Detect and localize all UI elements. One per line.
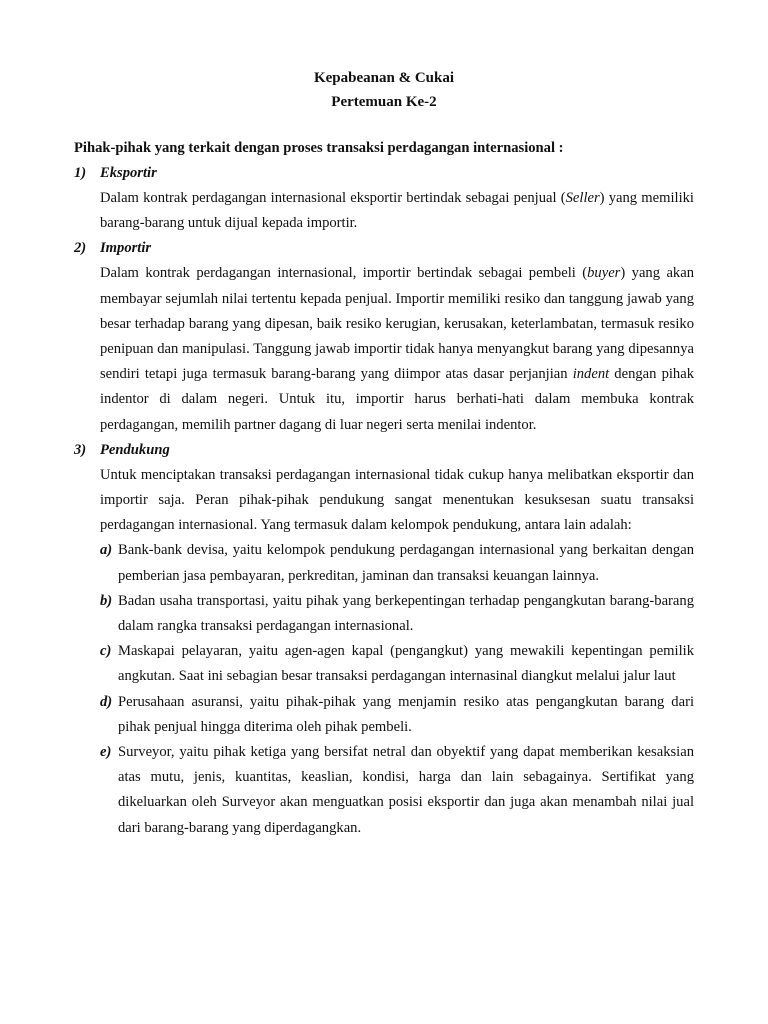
emphasis-text: buyer <box>587 265 621 282</box>
sub-item-e <box>100 740 694 841</box>
sub-item-text: Surveyor, yaitu pihak ketiga yang bersifat netral dan obyektif yang dapat memberikan kesaksian atas mutu, jenis, kuantitas, keaslian, kondisi, harga dan lain sebagainya. Sertifikat yang dikeluarkan oleh Surveyor akan menguatkan posisi eksportir dan juga akan menambah nilai jual dari barang-barang yang diperdagangkan. <box>118 744 694 836</box>
emphasis-text: Seller <box>565 190 600 206</box>
list-item-pendukung <box>74 438 694 463</box>
sub-item-d <box>100 690 694 740</box>
sub-item-text: Badan usaha transportasi, yaitu pihak yang berkepentingan terhadap pengangkutan barang-barang dalam rangka transaksi perdagangan internasional. <box>118 592 694 635</box>
sub-item-c <box>100 639 694 689</box>
paragraph-pendukung: Untuk menciptakan transaksi perdagangan internasional tidak cukup hanya melibatkan eksportir dan importir saja. Peran pihak-pihak pendukung sangat menentukan kesuksesan suatu transaksi perdagangan internasional. Yang termasuk dalam kelompok pendukung, antara lain adalah: <box>100 466 694 534</box>
paragraph-text: Dalam kontrak perdagangan internasional, importir bertindak sebagai pembeli ( <box>100 265 588 282</box>
sub-item-text: Perusahaan asuransi, yaitu pihak-pihak yang menjamin resiko atas pengangkutan barang dari pihak penjual hingga diterima oleh pihak pembeli. <box>118 693 694 735</box>
paragraph-text: ) yang memiliki barang-barang untuk dijual kepada importir. <box>100 190 694 232</box>
document-page <box>74 66 694 841</box>
document-title: Kepabeanan & Cukai <box>313 70 455 86</box>
list-item-eksportir <box>74 161 694 186</box>
sub-item-letter: c) <box>100 643 112 660</box>
paragraph-text: ) yang akan membayar sejumlah nilai tertentu kepada penjual. Importir memiliki resiko dan tanggung jawab yang besar terhadap barang yang dipesan, baik resiko kerugian, kerusakan, keterlambatan, termasuk resiko penipuan dan manipulasi. Tanggung jawab importir tidak hanya menyangkut barang yang dipesannya sendiri tetapi juga termasuk barang-barang yang diimpor atas dasar perjanjian <box>100 265 695 383</box>
sub-item-letter: e) <box>100 744 112 761</box>
list-item-importir <box>74 236 694 261</box>
list-number: 1) <box>74 165 87 181</box>
list-number: 3) <box>74 441 87 458</box>
list-item-title: Eksportir <box>100 165 157 181</box>
paragraph-eksportir <box>100 186 694 236</box>
sub-item-letter: d) <box>100 693 113 710</box>
section-heading: Pihak-pihak yang terkait dengan proses transaksi perdagangan internasional : <box>74 140 564 156</box>
paragraph-text: dengan pihak indentor di dalam negeri. Untuk itu, importir harus berhati-hati dalam membuka kontrak perdagangan, memilih partner dagang di luar negeri serta menilai indentor. <box>100 366 694 433</box>
sub-item-letter: b) <box>100 592 113 609</box>
list-item-title: Pendukung <box>100 441 170 458</box>
sub-item-a <box>100 538 694 588</box>
list-item-title: Importir <box>100 240 152 257</box>
sub-item-b <box>100 589 694 639</box>
sub-item-text: Bank-bank devisa, yaitu kelompok pendukung perdagangan internasional yang berkaitan dengan pemberian jasa pembayaran, perkreditan, jaminan dan transaksi keuangan lainnya. <box>118 542 694 584</box>
paragraph-text: Dalam kontrak perdagangan internasional eksportir bertindak sebagai penjual ( <box>100 190 566 206</box>
document-subtitle: Pertemuan Ke-2 <box>331 94 437 110</box>
list-number: 2) <box>74 240 87 257</box>
sub-item-letter: a) <box>100 542 113 559</box>
sub-item-text: Maskapai pelayaran, yaitu agen-agen kapal (pengangkut) yang mewakili kepentingan pemilik angkutan. Saat ini sebagian besar transaksi perdagangan internasinal diangkut melalui jalur laut <box>118 643 694 685</box>
paragraph-importir <box>100 261 694 437</box>
emphasis-text: indent <box>572 366 610 383</box>
